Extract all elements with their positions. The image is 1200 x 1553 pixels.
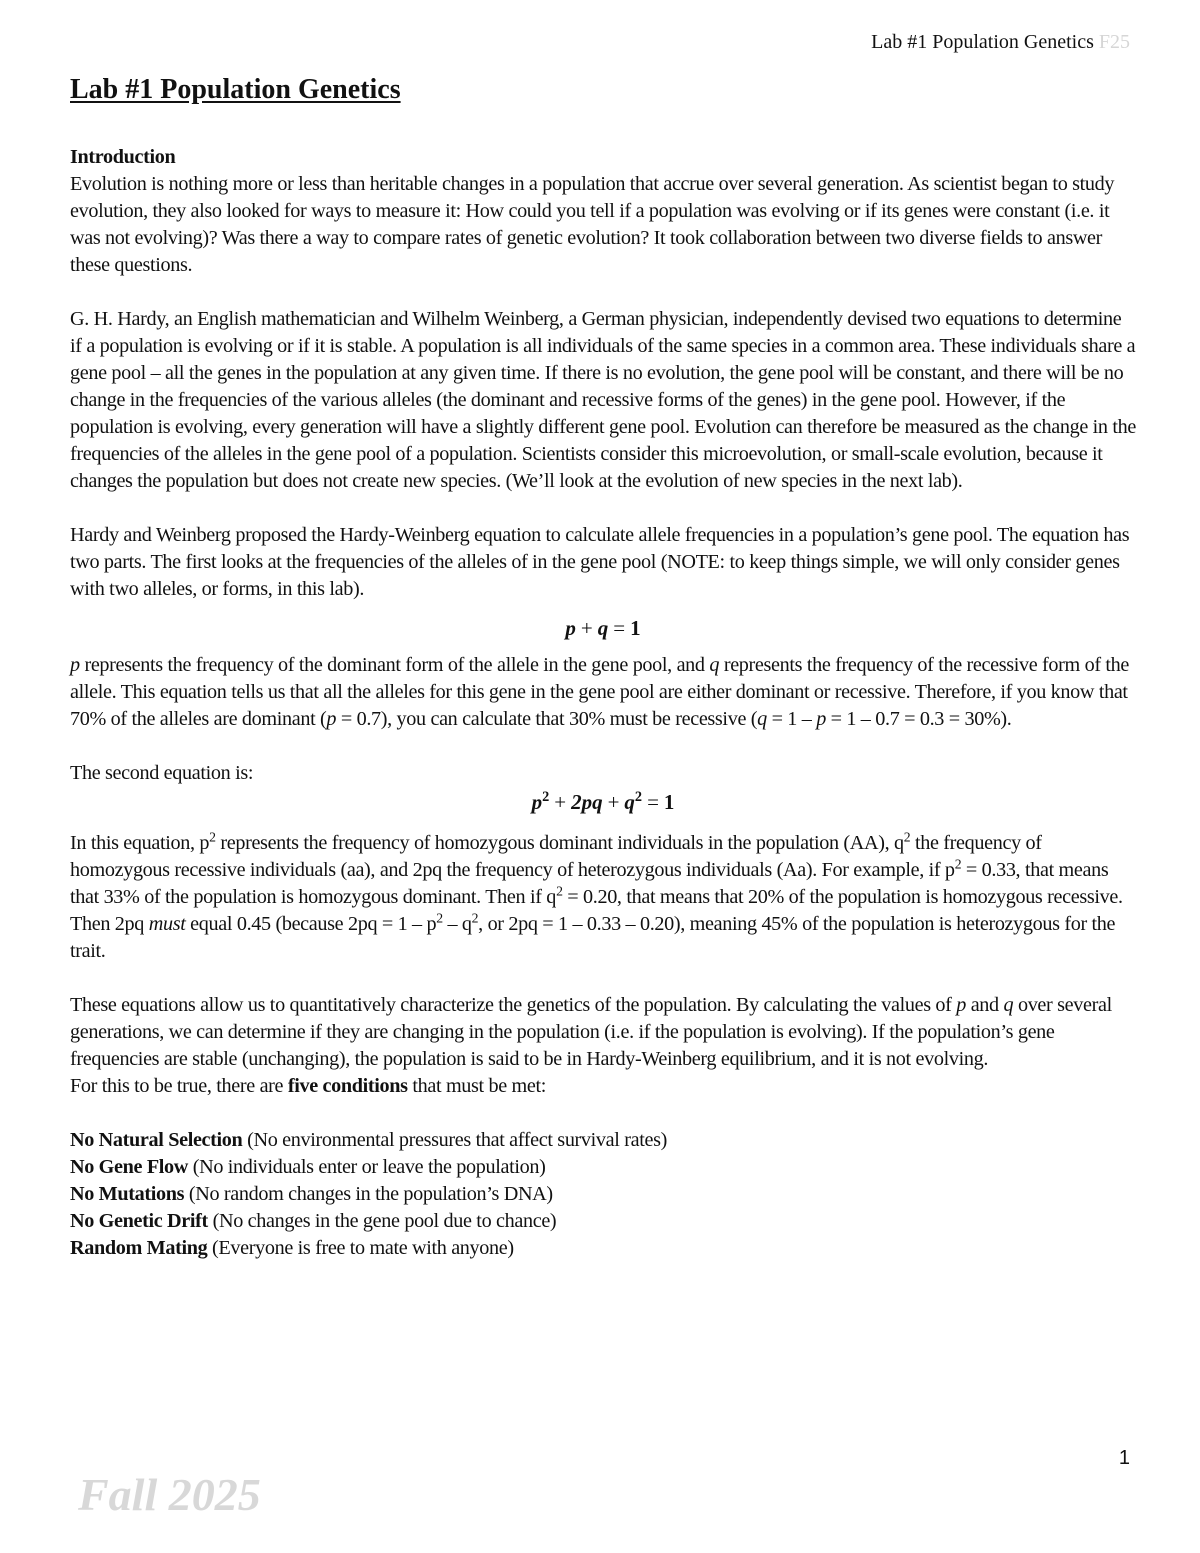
genotype-frequency-paragraph: In this equation, $p^2$ represents the frequency of homozygous dominant individuals in the population (AA), $q^2$ the frequency of homozygous recessive individuals (aa), and 2pq the frequency of heterozygous individuals (Aa). For example, if $p^2 = 0.33$, that means that 33% of the population is homozygous dominant. Then if $q^2 = 0.20$, that means that 20% of the population is homozygous recessive. Then 2pq must equal 0.45 (because $2pq = 1 - p^2 - q^2$, or 2pq = 1 – 0.33 – 0.20), meaning 45% of the population is heterozygous for the trait. [70, 829, 1123, 962]
list-item: Random Mating (Everyone is free to mate with anyone) [70, 1237, 514, 1259]
list-item: No Genetic Drift (No changes in the gene pool due to chance) [70, 1210, 557, 1232]
list-item: No Mutations (No random changes in the population’s DNA) [70, 1183, 553, 1205]
running-header-title: Lab #1 Population Genetics [871, 31, 1094, 53]
page-number: 1 [1118, 1447, 1130, 1469]
conditions-list [70, 1127, 1136, 1262]
introduction-heading: Introduction [70, 146, 176, 168]
watermark-text: Fall 2025 [78, 1469, 261, 1520]
running-header [871, 31, 1130, 54]
list-item: No Gene Flow (No individuals enter or leave the population) [70, 1156, 546, 1178]
hardy-weinberg-paragraph: G. H. Hardy, an English mathematician and Wilhelm Weinberg, a German physician, independently devised two equations to determine if a population is evolving or if it is stable. A population is all individuals of the same species in a common area. These individuals share a gene pool – all the genes in the population at any given time. If there is no evolution, the gene pool will be constant, and there will be no change in the frequencies of the various alleles (the dominant and recessive forms of the genes) in the gene pool. However, if the population is evolving, every generation will have a slightly different gene pool. Evolution can therefore be measured as the change in the frequencies of the alleles in the gene pool of a population. Scientists consider this microevolution, or small-scale evolution, because it changes the population but does not create new species. (We’ll look at the evolution of new species in the next lab). [70, 308, 1136, 492]
list-item: No Natural Selection (No environmental pressures that affect survival rates) [70, 1129, 667, 1151]
second-equation-intro: The second equation is: [70, 762, 254, 784]
running-header-term: F25 [1098, 31, 1130, 53]
equilibrium-paragraph: These equations allow us to quantitatively characterize the genetics of the population. By calculating the values of p and q over several generations, we can determine if they are changing in the population (i.e. if the population is evolving). If the population’s gene frequencies are stable (unchanging), the population is said to be in Hardy-Weinberg equilibrium, and it is not evolving. [70, 994, 1112, 1070]
document-body [70, 144, 1136, 1262]
allele-frequency-paragraph: p represents the frequency of the dominant form of the allele in the gene pool, and q represents the frequency of the recessive form of the allele. This equation tells us that all the alleles for this gene in the gene pool are either dominant or recessive. Therefore, if you know that 70% of the alleles are dominant (p = 0.7), you can calculate that 30% must be recessive (q = 1 – p = 1 – 0.7 = 0.3 = 30%). [70, 654, 1130, 730]
five-conditions-intro: For this to be true, there are five conditions that must be met: [70, 1075, 547, 1097]
page-title: Lab #1 Population Genetics [70, 74, 401, 105]
equation-p2-2pq-q2: $p^2 + 2pq + q^2 = 1$ [531, 789, 675, 814]
equation-intro-paragraph: Hardy and Weinberg proposed the Hardy-Weinberg equation to calculate allele frequencies in a population’s gene pool. The equation has two parts. The first looks at the frequencies of the alleles of in the gene pool (NOTE: to keep things simple, we will only consider genes with two alleles, or forms, in this lab). [70, 524, 1130, 600]
equation-p-plus-q: p + q = 1 [565, 616, 641, 640]
intro-paragraph: Evolution is nothing more or less than heritable changes in a population that accrue over several generation. As scientist began to study evolution, they also looked for ways to measure it: How could you tell if a population was evolving or if its genes were constant (i.e. it was not evolving)? Was there a way to compare rates of genetic evolution? It took collaboration between two diverse fields to answer these questions. [70, 173, 1115, 276]
